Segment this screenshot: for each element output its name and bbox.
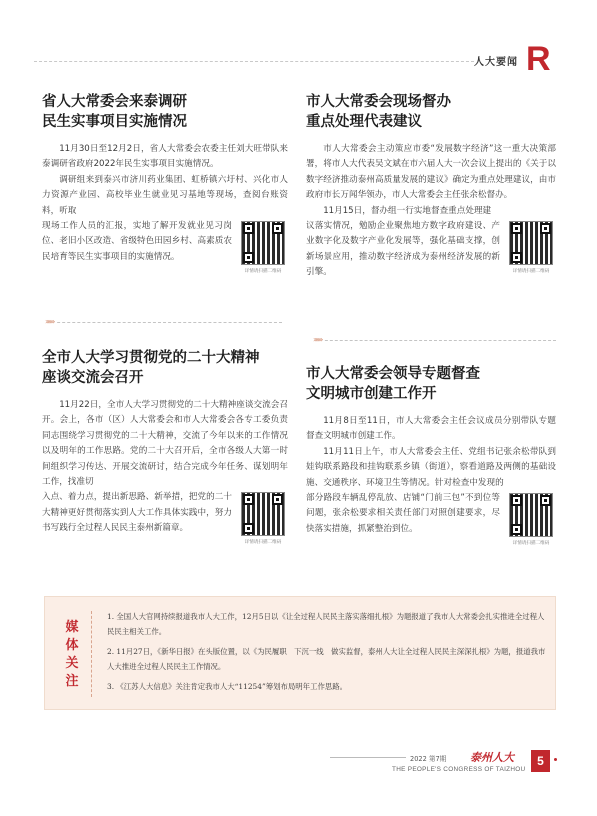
media-separator — [91, 611, 92, 697]
right-column-lower — [306, 364, 556, 546]
qr-block — [238, 490, 288, 545]
section-r-logo: R — [526, 40, 551, 78]
section-divider — [42, 317, 282, 332]
header-rule — [34, 61, 474, 62]
page-footer — [330, 752, 570, 782]
section-header — [474, 40, 560, 78]
media-attention-label: 媒体关注 — [65, 620, 79, 689]
issue-number: 2022 第7期 — [410, 755, 447, 763]
right-column — [306, 92, 556, 281]
article-provincial-survey — [42, 92, 288, 274]
qr-caption: 详情请扫描二维码 — [512, 541, 550, 547]
magazine-subtitle: THE PEOPLE'S CONGRESS OF TAIZHOU — [392, 766, 526, 773]
article-paragraph: 11月15日，督办组一行实地督查重点处理建 — [323, 205, 492, 216]
article-paragraph: 11月8日至11日，市人大常委会主任会议成员分别带队专题督查文明城市创建工作。 — [306, 416, 556, 442]
media-item: 1. 全国人大官网持续报道我市人大工作，12月5日以《让全过程人民民主落实落细扎根》为题报道了我市人大常委会扎实推进全过程人民民主相关工作。 — [107, 612, 545, 636]
qr-block — [506, 219, 556, 274]
article-civilized-city — [306, 364, 556, 546]
chevron-decoration-icon: ››››››› — [310, 335, 324, 344]
article-title: 市人大常委会现场督办 重点处理代表建议 — [306, 94, 451, 130]
page-number: 5 — [531, 750, 550, 772]
section-label: 人大要闻 — [474, 57, 518, 68]
article-qr-row — [42, 490, 288, 545]
magazine-brand-logo: 泰州人大 — [470, 751, 514, 764]
article-study-session — [42, 348, 288, 545]
article-paragraph: 调研组来到泰兴市济川药业集团、虹桥镇六圩村、兴化市人力资源产业园、高校毕业生就业见习基地等现场，查阅台账资料，听取 — [42, 174, 288, 216]
qr-block — [506, 491, 556, 546]
footer-rule — [330, 757, 406, 758]
article-title: 省人大常委会来泰调研 民生实事项目实施情况 — [42, 94, 187, 130]
qr-code-icon[interactable] — [509, 493, 553, 537]
qr-caption: 详情请扫描二维码 — [512, 269, 550, 275]
article-paragraph: 议落实情况，勉励企业聚焦地方数字政府建设、产业数字化及数字产业化发展等，强化基础支撑，创新场景应用，推动数字经济成为泰州经济发展的新引擎。 — [306, 221, 500, 278]
qr-block — [238, 219, 288, 274]
article-qr-row — [42, 219, 288, 274]
article-qr-row — [306, 219, 556, 281]
article-title: 市人大常委会领导专题督查 文明城市创建工作开 — [306, 366, 480, 402]
article-paragraph: 11月30日至12月2日，省人大常委会农委主任刘大旺带队来泰调研省政府2022年民生实事项目实施情况。 — [42, 144, 288, 170]
left-column-lower — [42, 348, 288, 545]
article-paragraph: 现场工作人员的汇报，实地了解开发就业见习岗位、老旧小区改造、省级特色田园乡村、高素质农民培育等民生实事项目的实施情况。 — [42, 221, 232, 262]
article-paragraph: 入点、着力点，提出新思路、新举措，把党的二十大精神更好贯彻落实到人大工作具体实践中，努力书写践行全过程人民民主泰州新篇章。 — [42, 492, 232, 534]
dot-icon — [554, 758, 557, 761]
chevron-decoration-icon: ››››››› — [42, 317, 56, 326]
article-paragraph: 市人大常委会主动策应市委“发展数字经济”这一重大决策部署，将市人大代表吴文斌在市六届人大一次会议上提出的《关于以数字经济推动泰州高质量发展的建议》确定为重点处理建议，由市政府市长万闻华领办，市人大常委会主任张余松督办。 — [306, 144, 556, 201]
media-item: 2. 11月27日，《新华日报》在头版位置，以《为民履职 下沉一线 做实监督，泰州人大让全过程人民民主深深扎根》为题，报道我市人大推进全过程人民民主工作情况。 — [107, 647, 546, 671]
article-paragraph: 11月22日，全市人大学习贯彻党的二十大精神座谈交流会召开。会上，各市（区）人大常委会和市人大常委会各专工委负责同志围绕学习贯彻党的二十大精神，交流了今年以来的工作情况以及明年的工作思路。党的二十大召开后，全市各级人大第一时间组织学习传达、开展交流研讨，结合完成今年任务、谋划明年工作，找准切 — [42, 400, 288, 488]
article-paragraph: 部分路段车辆乱停乱放、店铺“门前三包”不到位等问题，张余松要求相关责任部门对照创建要求，尽快落实措施，抓紧整治到位。 — [306, 493, 500, 534]
qr-code-icon[interactable] — [241, 492, 285, 536]
article-title: 全市人大学习贯彻党的二十大精神 座谈交流会召开 — [42, 350, 260, 386]
media-attention-box — [44, 596, 556, 710]
qr-caption: 详情请扫描二维码 — [244, 269, 282, 275]
article-paragraph: 11月11日上午，市人大常委会主任、党组书记张余松带队到娃钩联系路段和挂钩联系乡镇（街道），察看道路及两侧的基础设施、交通秩序、环境卫生等情况。针对检查中发现的 — [306, 446, 556, 488]
article-site-supervision — [306, 92, 556, 281]
media-item: 3. 《江苏人大信息》关注肯定我市人大“11254”筹划布局明年工作思路。 — [107, 682, 348, 691]
qr-caption: 详情请扫描二维码 — [244, 540, 282, 546]
section-divider — [310, 335, 556, 350]
qr-code-icon[interactable] — [509, 221, 553, 265]
qr-code-icon[interactable] — [241, 221, 285, 265]
media-list — [107, 609, 547, 699]
article-qr-row — [306, 491, 556, 546]
left-column — [42, 92, 288, 274]
